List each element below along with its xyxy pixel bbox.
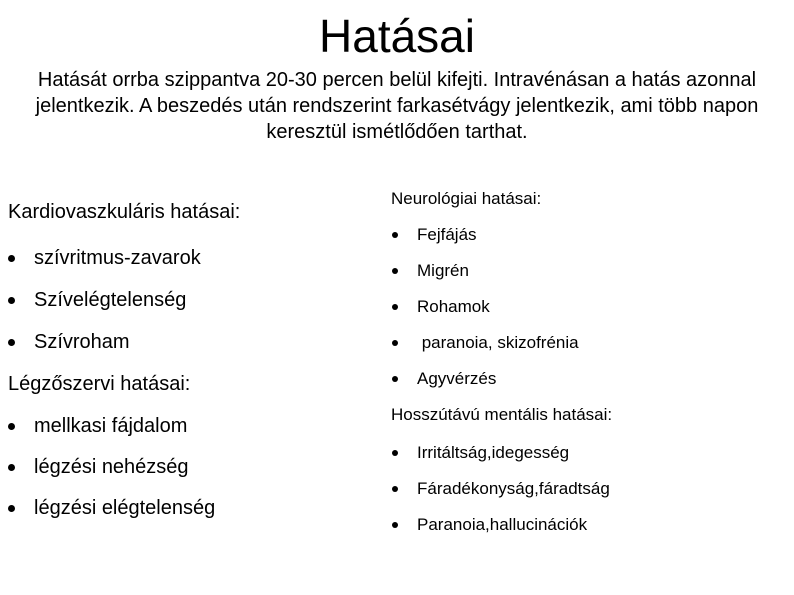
list-item-text: Fejfájás bbox=[417, 225, 477, 244]
list-item bbox=[8, 330, 378, 354]
respiratory-heading: Légzőszervi hatásai: bbox=[8, 373, 191, 395]
list-item-text: Irritáltság,idegesség bbox=[417, 443, 570, 462]
list-item-text: Paranoia,hallucinációk bbox=[417, 515, 588, 534]
list-item bbox=[8, 246, 378, 270]
list-item-text: szívritmus-zavarok bbox=[34, 247, 201, 269]
slide-title: Hatásai bbox=[319, 10, 475, 62]
bullet-icon bbox=[392, 268, 398, 274]
bullet-icon bbox=[8, 423, 15, 430]
list-item bbox=[8, 496, 378, 520]
mental-heading: Hosszútávú mentális hatásai: bbox=[391, 405, 613, 424]
list-item bbox=[8, 455, 378, 479]
list-item bbox=[391, 514, 791, 536]
bullet-icon bbox=[392, 232, 398, 238]
mental-list bbox=[391, 442, 791, 536]
cardio-list bbox=[8, 246, 378, 354]
bullet-icon bbox=[8, 505, 15, 512]
intro-paragraph: Hatását orrba szippantva 20-30 percen belül kifejti. Intravénásan a hatás azonnal jelentkezik. A beszedés után rendszerint farkasétvágy jelentkezik, ami több napon keresztül ismétlődően tarthat. bbox=[35, 69, 759, 143]
list-item bbox=[391, 260, 791, 282]
list-item-text: légzési elégtelenség bbox=[34, 497, 216, 519]
list-item bbox=[391, 296, 791, 318]
list-item bbox=[8, 288, 378, 312]
bullet-icon bbox=[392, 486, 398, 492]
left-column bbox=[8, 200, 378, 520]
list-item-text: mellkasi fájdalom bbox=[34, 415, 188, 437]
list-item-text: Szívelégtelenség bbox=[34, 289, 187, 311]
cardio-heading: Kardiovaszkuláris hatásai: bbox=[8, 201, 241, 223]
list-item bbox=[391, 478, 791, 500]
list-item-text: Szívroham bbox=[34, 331, 130, 353]
bullet-icon bbox=[392, 304, 398, 310]
list-item bbox=[391, 224, 791, 246]
respiratory-list bbox=[8, 414, 378, 520]
list-item-text: Rohamok bbox=[417, 297, 490, 316]
list-item-text: Agyvérzés bbox=[417, 369, 497, 388]
neuro-list bbox=[391, 224, 791, 390]
bullet-icon bbox=[392, 340, 398, 346]
list-item bbox=[391, 368, 791, 390]
list-item-text: paranoia, skizofrénia bbox=[417, 333, 579, 352]
right-column bbox=[391, 188, 791, 536]
list-item bbox=[391, 332, 791, 354]
bullet-icon bbox=[8, 255, 15, 262]
list-item-text: Fáradékonyság,fáradtság bbox=[417, 479, 610, 498]
bullet-icon bbox=[8, 297, 15, 304]
bullet-icon bbox=[392, 376, 398, 382]
neuro-heading: Neurológiai hatásai: bbox=[391, 189, 542, 208]
bullet-icon bbox=[8, 464, 15, 471]
bullet-icon bbox=[392, 522, 398, 528]
list-item-text: légzési nehézség bbox=[34, 456, 189, 478]
list-item bbox=[8, 414, 378, 438]
bullet-icon bbox=[8, 339, 15, 346]
list-item bbox=[391, 442, 791, 464]
list-item-text: Migrén bbox=[417, 261, 469, 280]
bullet-icon bbox=[392, 450, 398, 456]
